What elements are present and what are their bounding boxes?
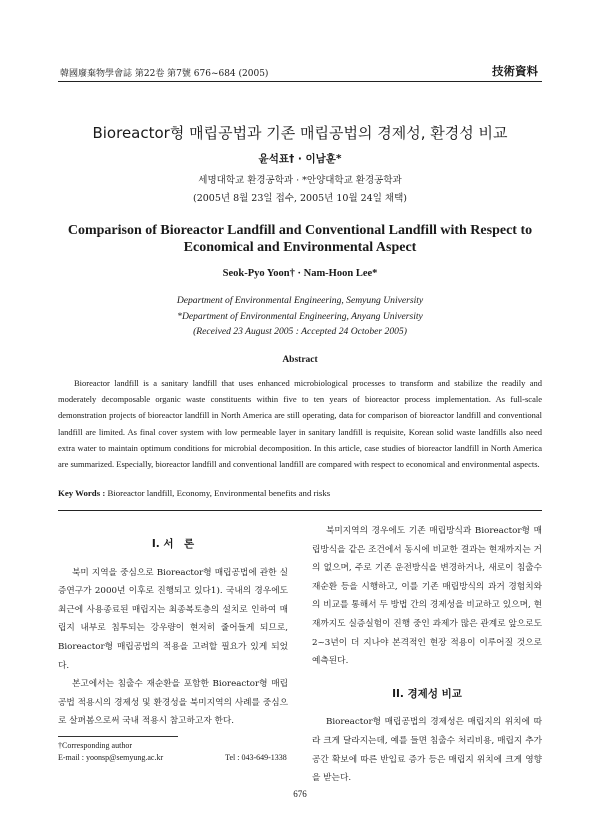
left-column bbox=[58, 535, 288, 731]
english-affiliation bbox=[0, 293, 600, 325]
korean-affiliation: 세명대학교 환경공학과 · *안양대학교 환경공학과 bbox=[198, 175, 402, 186]
abstract-text: Bioreactor landfill is a sanitary landfill that uses enhanced microbiological processes to transform and stabilize the readily and moderately decomposable organic waste constituents within five to ten years of bioreactor process implementation. As full-scale demonstration projects of bioreactor landfill in North America are still operating, data for comparison of bioreactor landfill and conventional landfill are limited. As final cover system with low permeable layer in sanitary landfill is requisite, Korean solid waste landfills also need extra water to maintain optimum conditions for microbial decomposition. In this article, case studies of bioreactor landfill in North America are summarized. Especially, bioreactor landfill and conventional landfill are compared with respect to economical and environmental aspects. bbox=[58, 378, 542, 470]
intro-paragraph-2: 본고에서는 침출수 재순환을 포함한 Bioreactor형 매립공법 적용시의 경제성 및 환경성을 북미지역의 사례를 중심으로 살펴봄으로써 국내 적용시 참고하고자 한다. bbox=[58, 679, 288, 727]
korean-authors: 윤석표† · 이남훈* bbox=[258, 153, 342, 165]
abstract-heading: Abstract bbox=[282, 355, 318, 365]
footnote-tel: Tel : 043-649-1338 bbox=[225, 753, 287, 762]
page-number: 676 bbox=[293, 789, 307, 799]
keywords bbox=[58, 488, 330, 498]
korean-title: Bioreactor형 매립공법과 기존 매립공법의 경제성, 환경성 비교 bbox=[92, 124, 508, 142]
section-label: 技術資料 bbox=[492, 64, 538, 78]
right-column bbox=[312, 522, 542, 788]
header-rule bbox=[58, 81, 542, 82]
english-authors: Seok-Pyo Yoon† · Nam-Hoon Lee* bbox=[222, 268, 378, 279]
section-heading-economy: II. 경제성 비교 bbox=[392, 687, 462, 700]
korean-dates: (2005년 8월 23일 접수, 2005년 10월 24일 채택) bbox=[192, 193, 407, 204]
intro-paragraph-1: 북미 지역을 중심으로 Bioreactor형 매립공법에 관한 실증연구가 2000년 이후로 진행되고 있다1). 국내의 경우에도 최근에 사용종료된 매립지는 최종복토층의 설치로 인하여 매립지 내부로 침투되는 강우량이 현저히 줄어들게 되므로, Bioreactor형 매립공법의 적용을 고려할 필요가 있게 되었다. bbox=[58, 567, 288, 671]
footnote bbox=[58, 740, 287, 764]
english-title-line1: Comparison of Bioreactor Landfill and Conventional Landfill with Respect to bbox=[67, 223, 533, 238]
journal-citation: 韓國廢棄物學會誌 第22卷 第7號 676~684 (2005) bbox=[60, 69, 269, 79]
footnote-rule bbox=[58, 736, 178, 737]
english-title bbox=[0, 222, 600, 256]
affiliation-line2: *Department of Environmental Engineering, Anyang University bbox=[177, 311, 423, 322]
affiliation-line1: Department of Environmental Engineering, Semyung University bbox=[176, 295, 424, 306]
economy-paragraph: Bioreactor형 매립공법의 경제성은 매립지의 위치에 따라 크게 달라지는데, 예를 들면 침출수 처리비용, 매립지 추가공간 확보에 따른 반입료 증가 등은 매립지 위치에 크게 영향을 받는다. bbox=[312, 717, 542, 784]
abstract-rule bbox=[58, 510, 542, 511]
keywords-list: Bioreactor landfill, Economy, Environmental benefits and risks bbox=[107, 488, 331, 498]
section-heading-intro: I. 서 론 bbox=[151, 538, 195, 550]
keywords-label: Key Words : bbox=[58, 488, 106, 498]
right-paragraph-1: 북미지역의 경우에도 기존 매립방식과 Bioreactor형 매립방식을 같은 조건에서 동시에 비교한 결과는 현재까지는 거의 없으며, 주로 기존 운전방식을 변경하거나, 새로이 침출수 재순환 등을 시행하고, 이를 기존 매립방식의 과거 경험치와의 비교를 통해서 두 방법 간의 경제성을 비교하고 있으며, 현재까지도 실증실험이 진행 중인 과제가 많은 관계로 앞으로도 2~3년이 더 지나야 본격적인 현장 적용이 이루어질 것으로 예측된다. bbox=[312, 526, 542, 667]
received-dates: (Received 23 August 2005 : Accepted 24 October 2005) bbox=[193, 326, 407, 337]
footnote-contact bbox=[58, 752, 287, 764]
footnote-email: E-mail : yoonsp@semyung.ac.kr bbox=[58, 753, 164, 762]
english-title-line2: Economical and Environmental Aspect bbox=[183, 240, 417, 255]
corresponding-author: †Corresponding author bbox=[58, 741, 132, 750]
